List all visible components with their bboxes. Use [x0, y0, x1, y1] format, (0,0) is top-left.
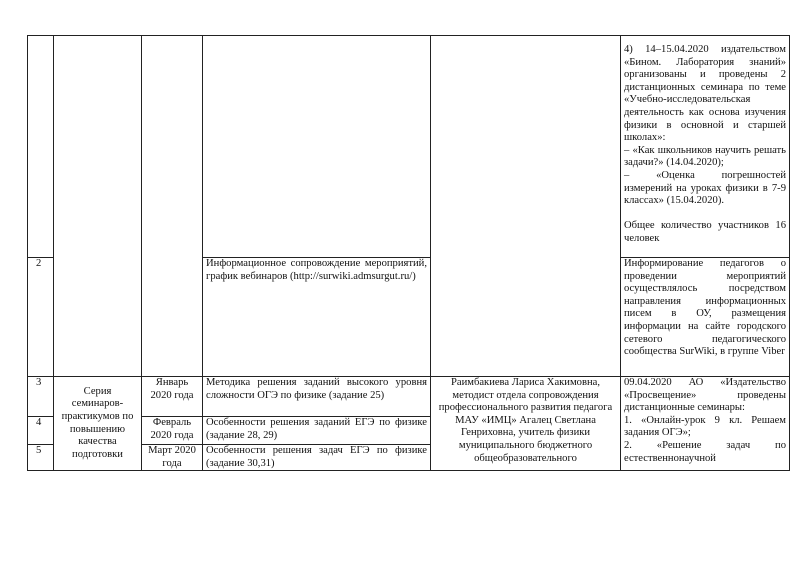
- result-cell: [621, 36, 790, 258]
- result-paragraph: 09.04.2020 АО «Издательство «Просвещение» проведены дистанционные семинары:: [624, 377, 786, 414]
- form-cell: [54, 36, 142, 377]
- table-row: [28, 36, 790, 258]
- topic-cell: Особенности решения заданий ЕГЭ по физике (задание 28, 29): [203, 417, 431, 445]
- responsible-cell: Раимбакиева Лариса Хакимовна, методист отдела сопровождения профессионального развития педагога МАУ «ИМЦ» Агалец Светлана Генриховна, учитель физики муниципального бюджетного общеобразовательного: [431, 377, 621, 471]
- result-cell: [621, 377, 790, 471]
- result-paragraph: Общее количество участников 16 человек: [624, 220, 786, 244]
- row-number: 5: [28, 445, 54, 471]
- form-cell: Серия семинаров-практикумов по повышению качества подготовки: [54, 377, 142, 471]
- date-cell: Январь 2020 года: [142, 377, 203, 417]
- topic-cell: Особенности решения задач ЕГЭ по физике (задание 30,31): [203, 445, 431, 471]
- row-number: [28, 36, 54, 258]
- result-paragraph: 4) 14–15.04.2020 издательством «Бином. Лаборатория знаний» организованы и проведены 2 дистанционных семинара по теме «Учебно-исследовательская деятельность как основа изучения физики в основной и старшей школах»:: [624, 44, 786, 144]
- row-number: 2: [28, 258, 54, 377]
- responsible-cell: [431, 36, 621, 377]
- row-number: 3: [28, 377, 54, 417]
- topic-cell: [203, 36, 431, 258]
- result-paragraph: 1. «Онлайн-урок 9 кл. Решаем задания ОГЭ»;: [624, 414, 786, 439]
- row-number: 4: [28, 417, 54, 445]
- result-paragraph: 2. «Решение задач по естественнонаучной: [624, 439, 786, 464]
- result-cell: Информирование педагогов о проведении мероприятий осуществлялось посредством направления информационных писем в ОУ, размещения информации на сайте городского сетевого педагогического сообщества SurWiki, в группе Viber: [621, 258, 790, 377]
- date-cell: Февраль 2020 года: [142, 417, 203, 445]
- date-cell: Март 2020 года: [142, 445, 203, 471]
- topic-cell: Информационное сопровождение мероприятий, график вебинаров (http://surwiki.admsurgut.ru/): [203, 258, 431, 377]
- events-table: [27, 35, 790, 471]
- date-cell: [142, 36, 203, 377]
- topic-cell: Методика решения заданий высокого уровня сложности ОГЭ по физике (задание 25): [203, 377, 431, 417]
- result-paragraph: – «Оценка погрешностей измерений на уроках физики в 7-9 классах» (15.04.2020).: [624, 169, 786, 207]
- result-paragraph: – «Как школьников научить решать задачи?» (14.04.2020);: [624, 144, 786, 169]
- table-row: [28, 377, 790, 417]
